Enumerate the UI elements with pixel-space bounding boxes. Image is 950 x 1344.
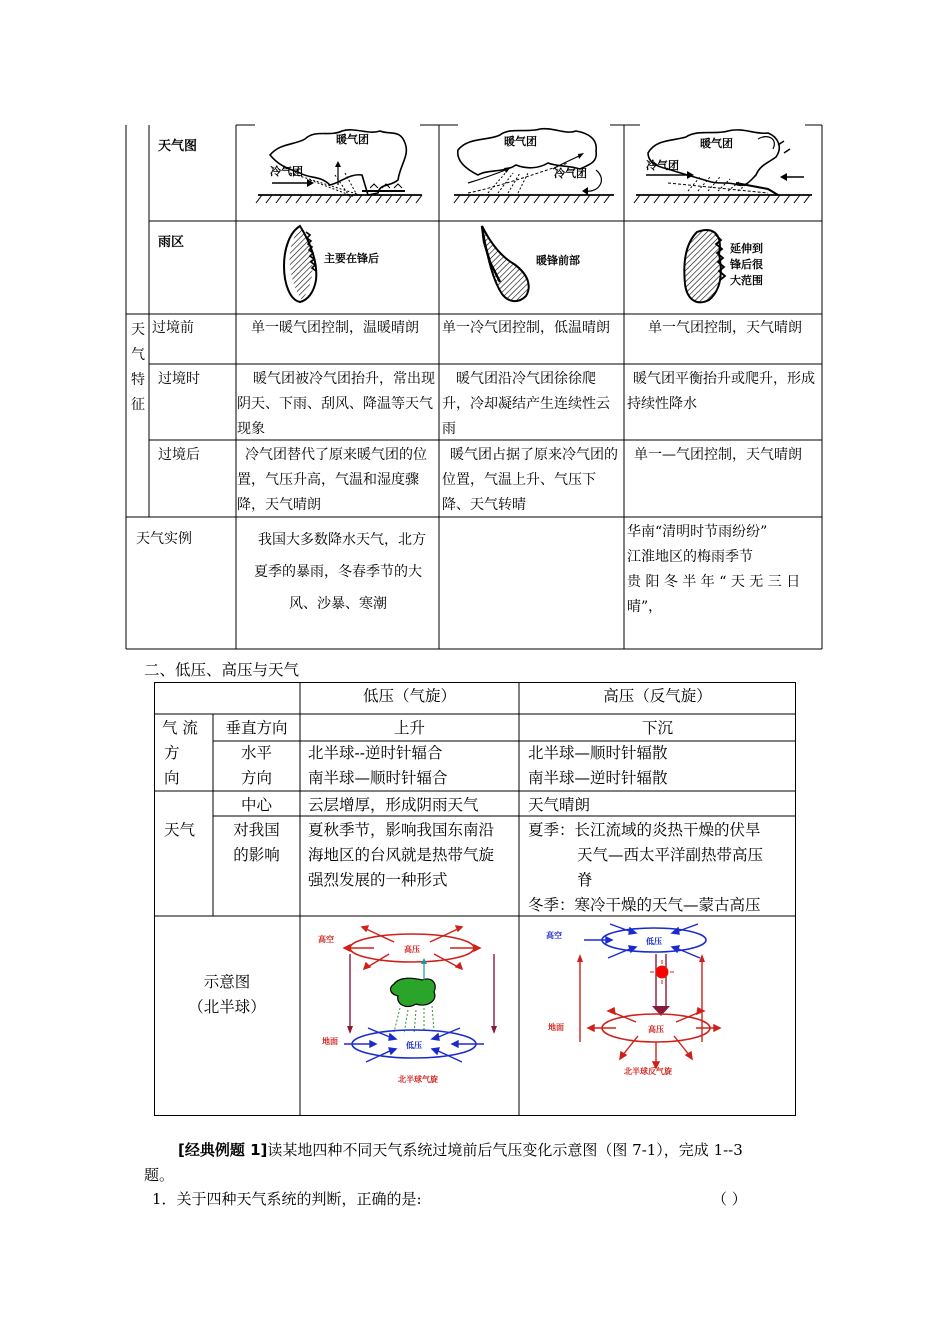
anticyclone-hp-label: 高压 [648,1025,664,1034]
cold-map-warm-label: 暖气团 [336,133,369,146]
features-label [129,318,147,418]
diagram-label-2: （北半球） [188,998,266,1016]
cold-map-cold-label: 冷气团 [270,165,303,178]
row-label-weather-map: 天气图 [158,139,198,154]
stationary-map-cold-label: 冷气团 [646,159,679,172]
cyclone-bottom-label: 地面 [322,1037,338,1046]
high-vertical: 下沉 [641,719,673,737]
high-horizontal-1: 北半球—顺时针辐散 [528,744,668,762]
stationary-rain-label: 延伸到 [730,242,763,255]
example-tag: [经典例题 1] [178,1141,268,1159]
center-label: 中心 [240,796,272,814]
cold-front-rain-area [270,222,435,312]
example-paragraph [178,1138,743,1163]
stationary-map-warm-label: 暖气团 [700,137,733,150]
row-label-before: 过境前 [152,320,194,336]
stationary-front-weather-map [628,125,818,220]
cold-before: 单一暖气团控制，温暖晴朗 [251,320,419,336]
influence-label-1: 对我国 [233,821,280,839]
low-horizontal-1: 北半球--逆时针辐合 [308,744,443,762]
high-influence-winter: 冬季：寒冷干燥的天气—蒙古高压 [528,896,761,914]
warm-before: 单一冷气团控制，低温晴朗 [442,320,610,336]
diagram-label-1: 示意图 [203,973,251,991]
header-low-pressure: 低压（气旋） [362,687,456,705]
low-vertical: 上升 [393,719,425,737]
features-char: 气 [131,347,145,363]
cold-rain-label: 主要在锋后 [324,252,379,265]
anticyclone-caption: 北半球反气旋 [624,1067,672,1076]
warm-front-weather-map [448,125,618,220]
horizontal-label-1: 水平 [240,744,272,762]
features-char: 征 [131,397,145,413]
stationary-after: 单一—气团控制，天气晴朗 [634,447,802,463]
stationary-rain-label: 大范围 [730,274,763,287]
high-horizontal-2: 南半球—逆时针辐散 [528,769,668,787]
cyclone-hp-label: 高压 [404,945,420,954]
horizontal-label-2: 方向 [240,769,272,787]
warm-rain-label: 暖锋前部 [536,254,580,267]
anticyclone-top-label: 高空 [546,931,562,940]
example-text: 读某地四种不同天气系统过境前后气压变化示意图（图 7-1），完成 1--3 [267,1141,743,1159]
high-influence-summer-3: 脊 [577,871,593,889]
cyclone-diagram [304,920,516,1092]
low-influence-3: 强烈发展的一种形式 [308,871,448,889]
example-line: 贵 阳 冬 半 年 “ 天 无 三 日 [627,574,801,590]
anticyclone-diagram [532,918,722,1088]
cyclone-lp-label: 低压 [406,1041,422,1050]
cold-during: 暖气团被冷气团抬升，常出现阴天、下雨、刮风、降温等天气现象 [237,371,435,437]
example-line: 华南“清明时节雨纷纷” [627,524,768,540]
airflow-label-3: 向 [164,769,180,787]
low-influence-2: 海地区的台风就是热带气旋 [308,846,495,864]
stationary-example [627,520,820,620]
row-label-during: 过境时 [158,371,200,387]
anticyclone-bottom-label: 地面 [548,1023,564,1032]
warm-front-rain-area [470,222,620,312]
low-influence-1: 夏秋季节，影响我国东南沿 [308,821,495,839]
features-char: 特 [131,372,145,388]
warm-map-cold-label: 冷气团 [554,167,587,180]
low-center: 云层增厚，形成阴雨天气 [308,796,479,814]
warm-after: 暖气团占据了原来冷气团的位置，气温上升、气压下降、天气转晴 [442,447,618,513]
row-label-after: 过境后 [158,447,200,463]
cyclone-caption: 北半球气旋 [398,1075,438,1084]
low-horizontal-2: 南半球—顺时针辐合 [308,769,448,787]
cyclone-top-label: 高空 [318,935,334,944]
cold-front-weather-map [250,125,430,220]
cold-after: 冷气团替代了原来暖气团的位置，气压升高，气温和湿度骤降，天气晴朗 [237,447,427,513]
question-1: 1．关于四种天气系统的判断，正确的是: [152,1190,422,1208]
example-line: 江淮地区的梅雨季节 [627,549,753,565]
anticyclone-lp-label: 低压 [646,937,662,946]
row-label-example: 天气实例 [136,531,192,547]
features-char: 天 [131,322,145,338]
airflow-label-2: 方 [164,744,180,762]
stationary-during: 暖气团平衡抬升或爬升，形成持续性降水 [627,371,815,412]
high-influence-summer-2: 天气—西太平洋副热带高压 [577,846,764,864]
warm-map-warm-label: 暖气团 [504,135,537,148]
row-label-rain-area: 雨区 [158,235,185,250]
airflow-label-1: 气 流 [162,719,198,737]
example-line: 晴”， [627,599,663,615]
stationary-before: 单一气团控制，天气晴朗 [648,320,802,336]
section2-title: 二、低压、高压与天气 [144,661,300,679]
high-center: 天气晴朗 [528,796,591,814]
example-text-line2: 题。 [144,1166,175,1184]
weather-label: 天气 [164,821,196,839]
header-high-pressure: 高压（反气旋） [603,687,712,705]
stationary-front-rain-area [675,224,820,312]
stationary-rain-label: 锋后很 [730,258,763,271]
answer-bracket: （ ） [712,1190,747,1208]
high-influence-summer-1: 夏季：长江流域的炎热干燥的伏旱 [528,821,761,839]
influence-label-2: 的影响 [233,846,280,864]
warm-during: 暖气团沿冷气团徐徐爬升，冷却凝结产生连续性云雨 [442,371,610,437]
cold-example: 我国大多数降水天气，北方夏季的暴雨，冬春季节的大风、沙暴、寒潮 [254,532,426,612]
vertical-label: 垂直方向 [225,719,288,737]
